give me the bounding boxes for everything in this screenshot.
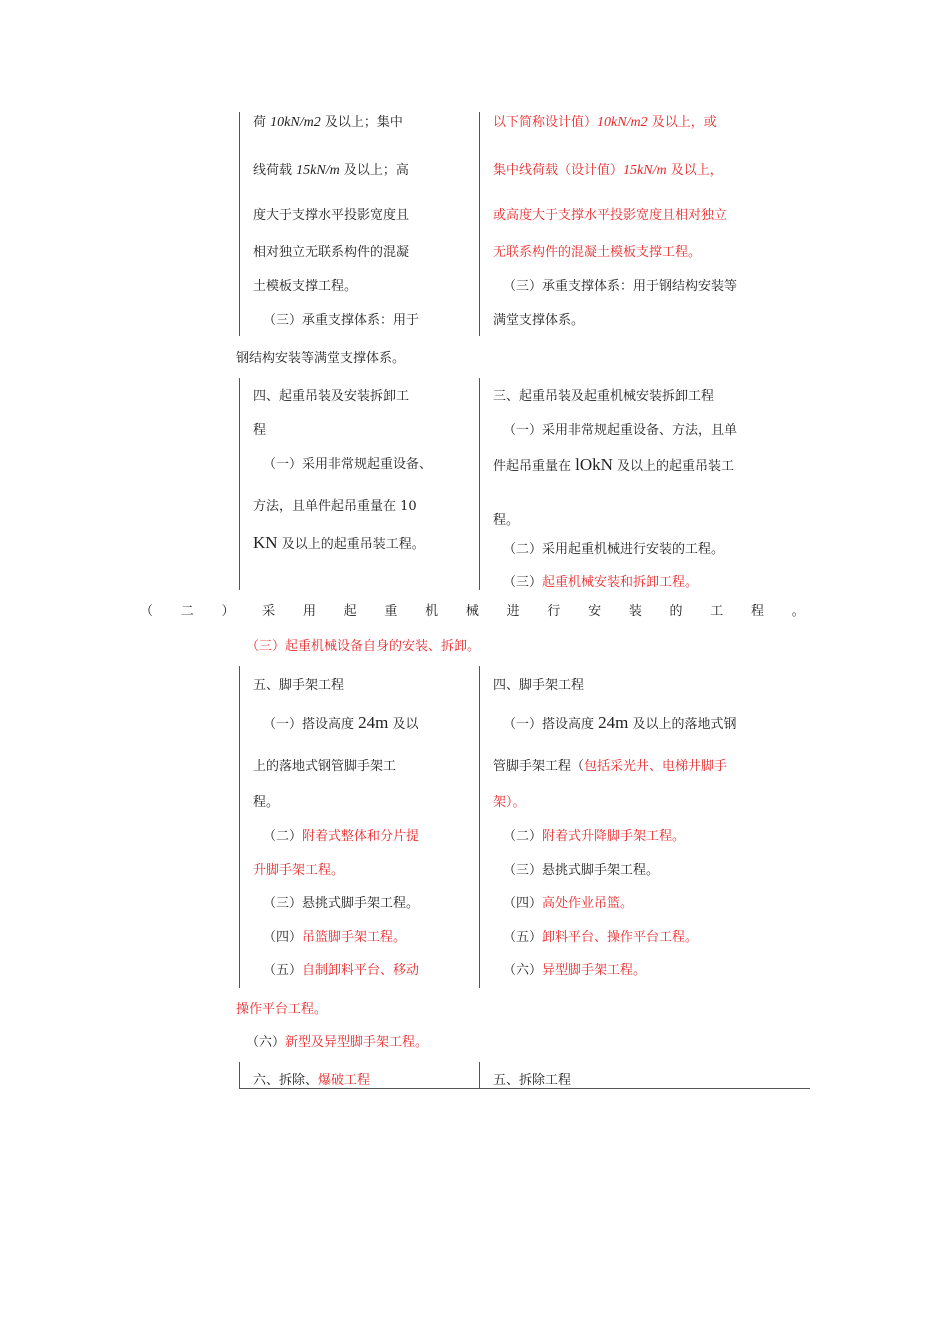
- s3-continuation: 操作平台工程。: [236, 1002, 328, 1017]
- s3-left-line6: 升脚手架工程。: [253, 863, 345, 878]
- s1-left-line5: 土模板支撑工程。: [253, 279, 358, 294]
- spread-char: 重: [384, 604, 398, 619]
- table3-middle-border: [479, 666, 480, 988]
- s2-right-line1: 三、起重吊装及起重机械安装拆卸工程: [493, 389, 715, 404]
- s2-right-line5: （二）采用起重机械进行安装的工程。: [503, 542, 725, 557]
- spread-char: 行: [547, 604, 561, 619]
- s1-right-line4: 无联系构件的混凝土模板支撑工程。: [493, 245, 702, 260]
- s1-right-line2: 集中线荷载（设计值）15kN/m 及以上，: [493, 163, 723, 178]
- s1-left-line6: （三）承重支撑体系：用于: [263, 313, 420, 328]
- table2-middle-border: [479, 378, 480, 590]
- justified-line-crane-install: [140, 603, 805, 621]
- s2-right-line4: 程。: [493, 513, 520, 528]
- spread-char: 采: [262, 604, 276, 619]
- s4-left: 六、拆除、爆破工程: [253, 1073, 371, 1088]
- s4-right: 五、拆除工程: [493, 1073, 572, 1088]
- spread-char: 的: [669, 604, 683, 619]
- table3-left-border: [239, 666, 240, 988]
- s3-left-line7: （三）悬挑式脚手架工程。: [263, 896, 420, 911]
- s3-left-line8: （四）吊篮脚手架工程。: [263, 930, 407, 945]
- s3-right-line9: （六）异型脚手架工程。: [503, 963, 647, 978]
- s3-right-line8: （五）卸料平台、操作平台工程。: [503, 930, 699, 945]
- spread-char: ）: [221, 604, 235, 619]
- spread-char: 起: [343, 604, 357, 619]
- table1-left-border: [239, 112, 240, 336]
- s3-left-line9: （五）自制卸料平台、移动: [263, 963, 420, 978]
- spread-char: 装: [628, 604, 642, 619]
- s3-right-line6: （三）悬挑式脚手架工程。: [503, 863, 660, 878]
- spread-char: 用: [302, 604, 316, 619]
- s1-left-line1: 荷 10kN/m2 及以上；集中: [253, 115, 403, 130]
- s3-right-line7: （四）高处作业吊篮。: [503, 896, 634, 911]
- s3-right-line5: （二）附着式升降脚手架工程。: [503, 829, 686, 844]
- s1-continuation: 钢结构安装等满堂支撑体系。: [236, 351, 406, 366]
- s3-left-line5: （二）附着式整体和分片提: [263, 829, 420, 844]
- s1-right-line5: （三）承重支撑体系：用于钢结构安装等: [503, 279, 738, 294]
- s3-left-line4: 程。: [253, 795, 280, 810]
- s3-right-line4: 架）。: [493, 795, 526, 810]
- s1-right-line6: 满堂支撑体系。: [493, 313, 585, 328]
- s1-left-line4: 相对独立无联系构件的混凝: [253, 245, 410, 260]
- spread-char: 工: [710, 604, 724, 619]
- table4-left-border: [239, 1062, 240, 1088]
- s3-left-line1: 五、脚手架工程: [253, 678, 345, 693]
- s3-left-line3: 上的落地式钢管脚手架工: [253, 759, 397, 774]
- spread-char: 。: [791, 604, 805, 619]
- spread-char: 进: [506, 604, 520, 619]
- spread-char: 二: [180, 604, 194, 619]
- s2-right-line2: （一）采用非常规起重设备、方法，且单: [503, 423, 738, 438]
- s2-left-line5: KN 及以上的起重吊装工程。: [253, 533, 425, 552]
- s3-right-line1: 四、脚手架工程: [493, 678, 585, 693]
- s2-left-line1: 四、起重吊装及安装拆卸工: [253, 389, 410, 404]
- s3-left-line2: （一）搭设高度 24m 及以: [263, 713, 419, 732]
- table2-left-border: [239, 378, 240, 590]
- s3-line6: （六）新型及异型脚手架工程。: [246, 1035, 429, 1050]
- spread-char: 机: [425, 604, 439, 619]
- s3-right-line3: 管脚手架工程（包括采光井、电梯井脚手: [493, 759, 728, 774]
- spread-char: （: [140, 604, 154, 619]
- spread-char: 械: [465, 604, 479, 619]
- table4-middle-border: [479, 1062, 480, 1088]
- s2-left-line3: （一）采用非常规起重设备、: [263, 457, 433, 472]
- table1-middle-border: [479, 112, 480, 336]
- s1-right-line1: 以下简称设计值）10kN/m2 及以上，或: [493, 115, 717, 130]
- s2-red-line: （三）起重机械设备自身的安装、拆卸。: [246, 639, 481, 654]
- spread-char: 安: [588, 604, 602, 619]
- s2-left-line2: 程: [253, 423, 267, 438]
- s1-left-line3: 度大于支撑水平投影宽度且: [253, 208, 410, 223]
- s2-right-line3: 件起吊重量在 lOkN 及以上的起重吊装工: [493, 455, 735, 474]
- s3-right-line2: （一）搭设高度 24m 及以上的落地式钢: [503, 713, 737, 732]
- s2-right-line6: （三）起重机械安装和拆卸工程。: [503, 575, 699, 590]
- s1-left-line2: 线荷载 15kN/m 及以上；高: [253, 163, 409, 178]
- spread-char: 程: [751, 604, 765, 619]
- s2-left-line4: 方法，且单件起吊重量在 10: [253, 499, 417, 514]
- s1-right-line3: 或高度大于支撑水平投影宽度且相对独立: [493, 208, 728, 223]
